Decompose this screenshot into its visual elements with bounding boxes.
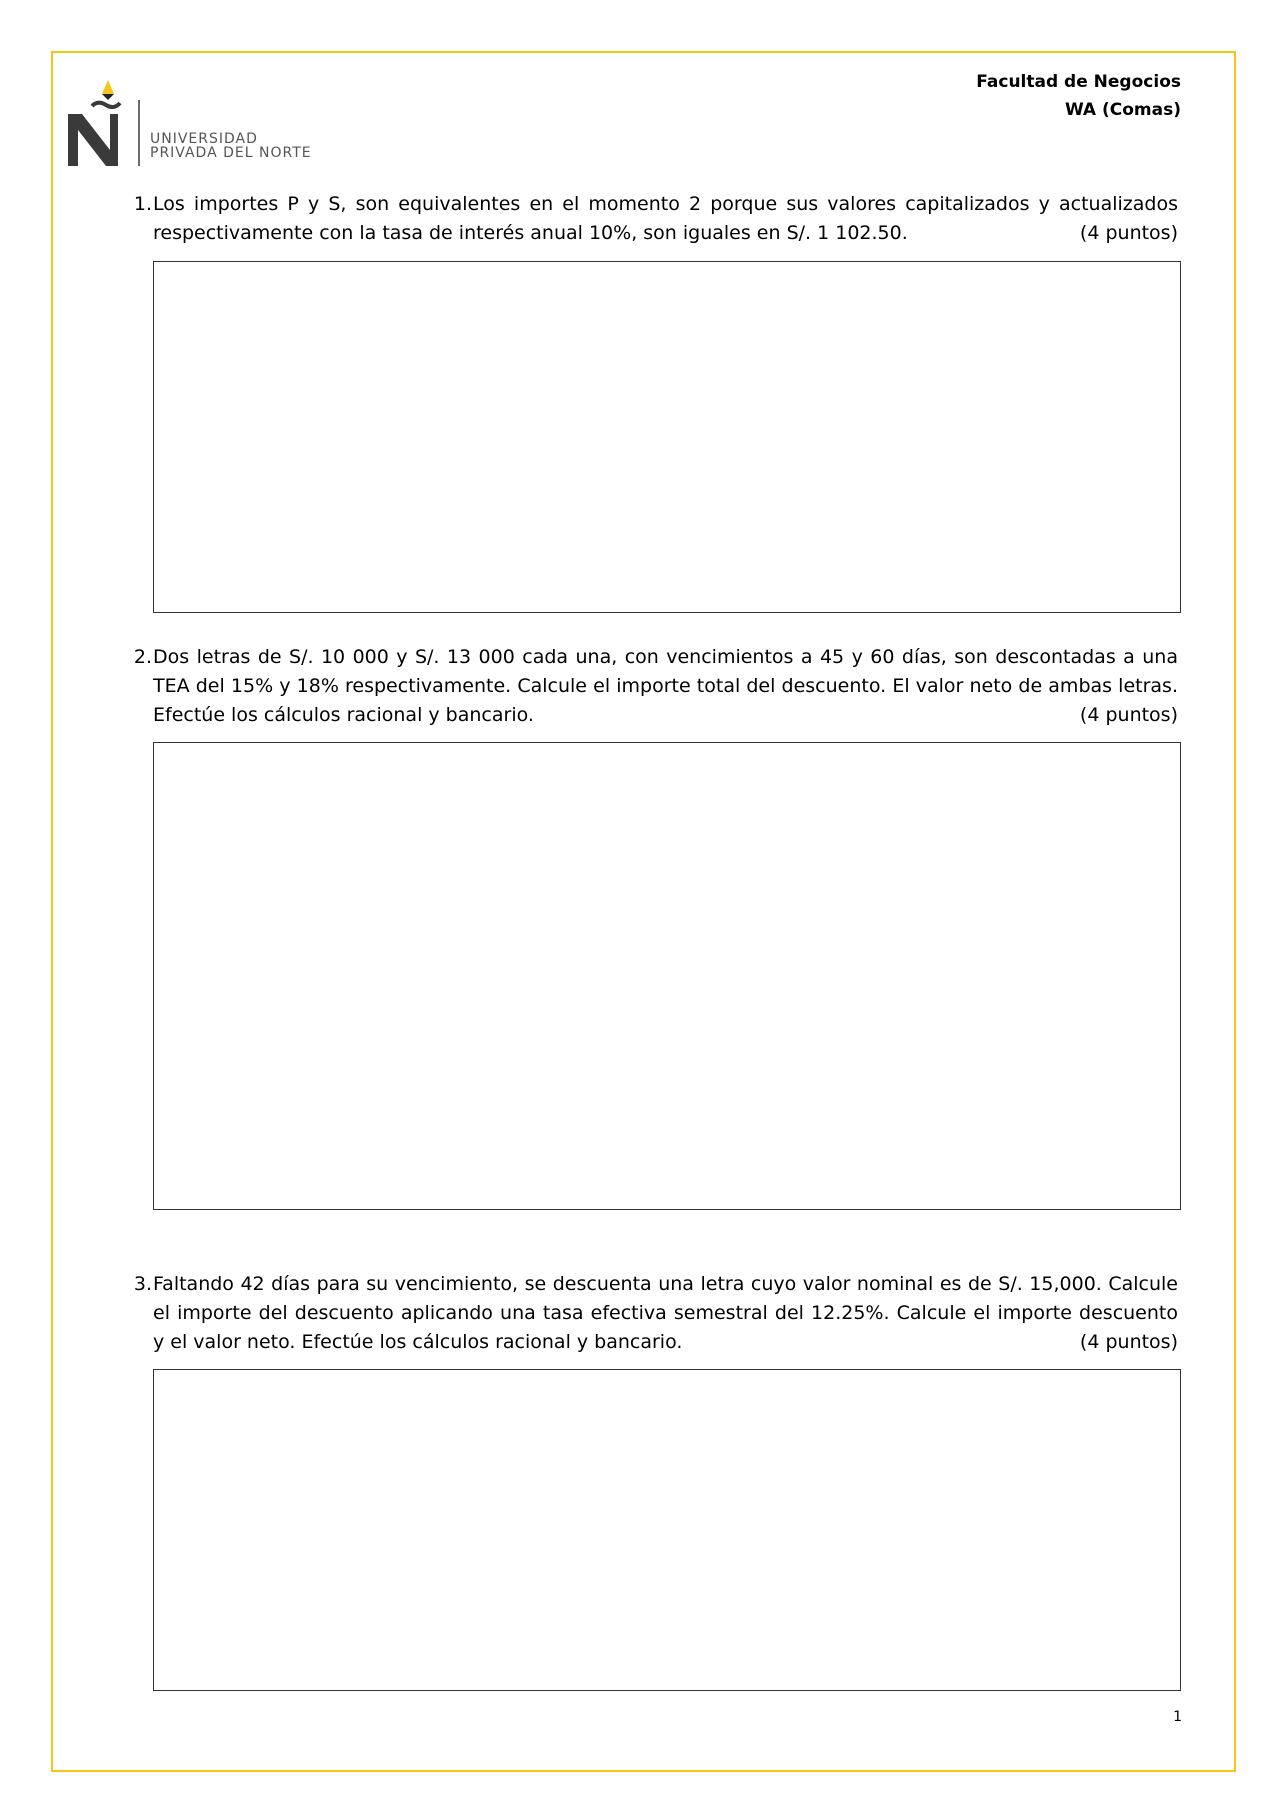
campus-name: WA (Comas) <box>1064 100 1181 120</box>
logo-line-1: UNIVERSIDAD <box>150 131 258 147</box>
question-points: (4 puntos) <box>1079 704 1178 726</box>
logo-text <box>150 132 312 160</box>
question-3 <box>120 1270 1180 1357</box>
header-info <box>976 68 1181 124</box>
question-points: (4 puntos) <box>1079 1331 1178 1353</box>
question-number: 1. <box>133 193 152 215</box>
question-points: (4 puntos) <box>1079 222 1178 244</box>
answer-box-1[interactable] <box>153 261 1181 613</box>
question-1 <box>120 190 1180 248</box>
university-logo <box>62 78 352 168</box>
logo-line-2: PRIVADA DEL NORTE <box>150 145 312 161</box>
question-text: Dos letras de S/. 10 000 y S/. 13 000 cada una, con vencimientos a 45 y 60 días, son descontadas a una TEA del 15% y 18% respectivamente. Calcule el importe total del descuento. El valor neto de ambas letras. Efectúe los cálculos racional y bancario. <box>153 646 1178 726</box>
question-text-block <box>153 643 1180 730</box>
question-2 <box>120 643 1180 730</box>
faculty-name: Facultad de Negocios <box>976 72 1181 92</box>
question-number: 2. <box>133 646 152 668</box>
answer-box-2[interactable] <box>153 742 1181 1210</box>
question-text: Faltando 42 días para su vencimiento, se descuenta una letra cuyo valor nominal es de S/. 15,000. Calcule el importe del descuento aplicando una tasa efectiva semestral del 12.25%. Calcule el importe descuento y el valor neto. Efectúe los cálculos racional y bancario. <box>153 1273 1178 1353</box>
page-number: 1 <box>1173 1709 1182 1725</box>
question-text-block <box>153 190 1180 248</box>
logo-n-icon <box>62 78 142 168</box>
answer-box-3[interactable] <box>153 1369 1181 1691</box>
logo-divider <box>138 100 140 166</box>
question-text: Los importes P y S, son equivalentes en el momento 2 porque sus valores capitalizados y actualizados respectivamente con la tasa de interés anual 10%, son iguales en S/. 1 102.50. <box>153 193 1178 244</box>
question-number: 3. <box>133 1273 152 1295</box>
question-text-block <box>153 1270 1180 1357</box>
